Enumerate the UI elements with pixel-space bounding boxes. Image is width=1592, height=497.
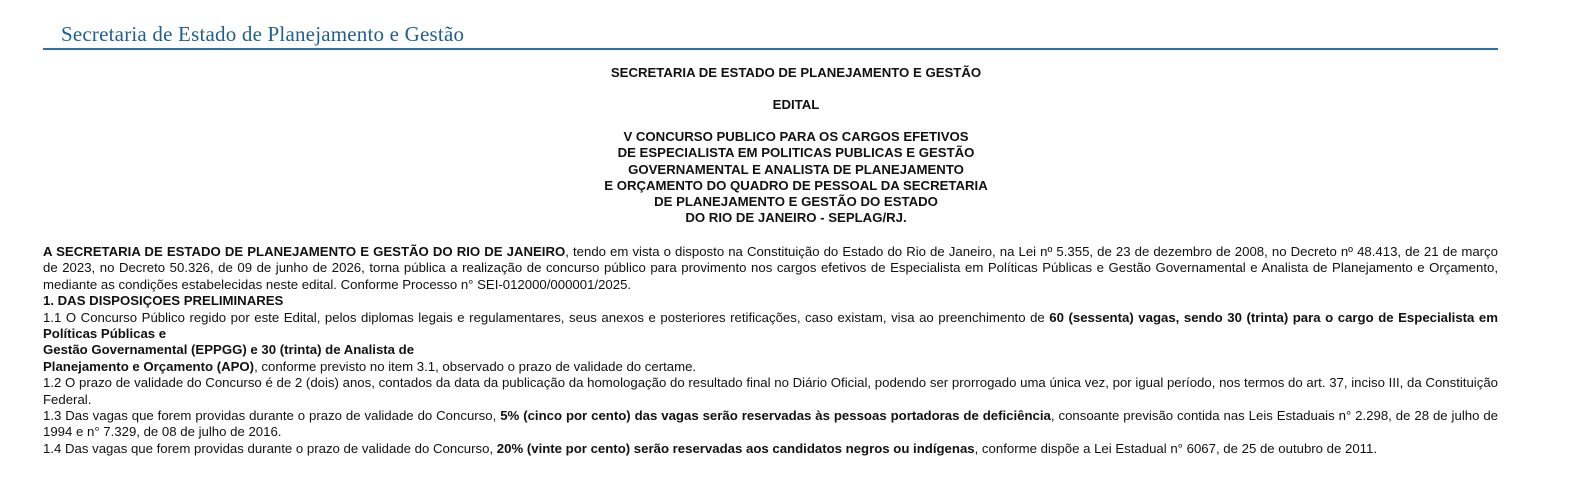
org-title: Secretaria de Estado de Planejamento e Gestão [61,22,465,46]
title-line: DO RIO DE JANEIRO - SEPLAG/RJ. [685,210,907,226]
title-line: DE ESPECIALISTA EM POLITICAS PUBLICAS E GESTÃO [617,145,975,161]
item-1-4: 1.4 Das vagas que forem providas durante o prazo de validade do Concurso, 20% (vinte por cento) serão reservadas aos candidatos negros ou indígenas, conforme dispõe a Lei Estadual n° 6067, de 25 de outubro de 2011. [43,440,1378,456]
item-1-2: 1.2 O prazo de validade do Concurso é de 2 (dois) anos, contados da data da publicação da homologação do resultado final no Diário Oficial, podendo ser prorrogado uma única vez, por igual período, nos termos do art. 37, inciso III, da Constituição Federal. [43,375,1498,407]
intro-paragraph [43,244,1498,293]
edital-body [43,244,1498,457]
title-line: V CONCURSO PUBLICO PARA OS CARGOS EFETIVOS [623,129,969,144]
title-line: E ORÇAMENTO DO QUADRO DE PESSOAL DA SECRETARIA [604,177,988,193]
item-1-1-cont: Gestão Governamental (EPPGG) e 30 (trinta) de Analista de [43,342,415,358]
intro-text: , tendo em vista o disposto na Constituição do Estado do Rio de Janeiro, na Lei nº 5.355, de 23 de dezembro de 2008, no Decreto nº 48.413, de 21 de março de 2023, no Decreto 50.326, de 09 de junho de 2026, torna pública a realização de concurso público para provimento nos cargos efetivos de Especialista em Políticas Públicas e Gestão Governamental e Analista de Planejamento e Orçamento, mediante as condições estabelecidas neste edital. Conforme Processo n° SEI-012000/000001/2025. [43,244,1498,292]
section-title: 1. DAS DISPOSIÇOES PRELIMINARES [43,293,284,309]
item-1-1-end: Planejamento e Orçamento (APO), conforme previsto no item 3.1, observado o prazo de validade do certame. [43,358,697,374]
title-line: GOVERNAMENTAL E ANALISTA DE PLANEJAMENTO [628,161,964,177]
heading-edital: EDITAL [772,97,820,112]
heading-org: SECRETARIA DE ESTADO DE PLANEJAMENTO E GESTÃO [610,65,982,80]
page-header [43,18,1498,50]
edital-title [0,129,1592,227]
intro-bold: A SECRETARIA DE ESTADO DE PLANEJAMENTO E GESTÃO DO RIO DE JANEIRO [43,244,566,259]
item-1-1: 1.1 O Concurso Público regido por este Edital, pelos diplomas legais e regulamentares, seus anexos e posteriores retificações, caso existam, visa ao preenchimento de 60 (sessenta) vagas, sendo 30 (trinta) para o cargo de Especialista em Políticas Públicas e [43,309,1498,342]
title-line: DE PLANEJAMENTO E GESTÃO DO ESTADO [654,194,938,210]
item-1-3: 1.3 Das vagas que forem providas durante o prazo de validade do Concurso, 5% (cinco por cento) das vagas serão reservadas às pessoas portadoras de deficiência, consoante previsão contida nas Leis Estaduais n° 2.298, de 28 de julho de 1994 e n° 7.329, de 08 de julho de 2016. [43,408,1499,440]
